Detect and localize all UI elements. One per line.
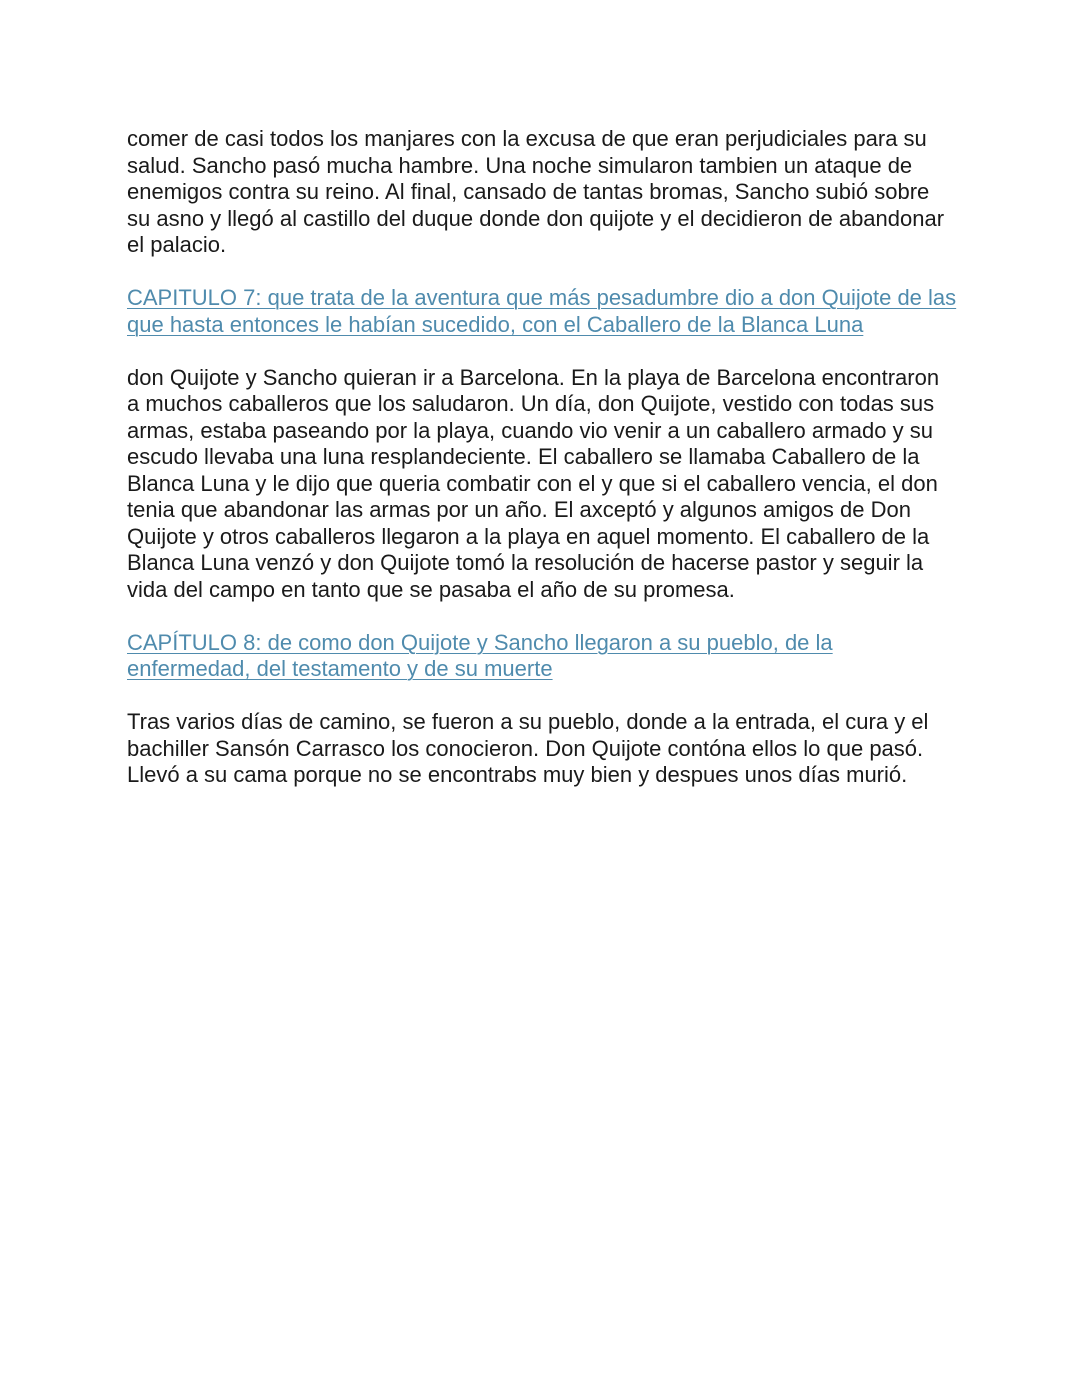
paragraph-text: don Quijote y Sancho quieran ir a Barcelona. En la playa de Barcelona encontraron a muchos caballeros que los saludaron. Un día, don Quijote, vestido con todas sus armas, estaba paseando por la playa, cuando vio venir a un caballero armado y su escudo llevaba una luna resplandeciente. El caballero se llamaba Caballero de la Blanca Luna y le dijo que queria combatir con el y que si el caballero vencia, el don tenia que abandonar las armas por un año. El axceptó y algunos amigos de Don Quijote y otros caballeros llegaron a la playa en aquel momento. El caballero de la Blanca Luna venzó y don Quijote tomó la resolución de hacerse pastor y seguir la vida del campo en tanto que se pasaba el año de su promesa. [127, 364, 940, 602]
paragraph-text: Tras varios días de camino, se fueron a su pueblo, donde a la entrada, el cura y el bachiller Sansón Carrasco los conocieron. Don Quijote contóna ellos lo que pasó. Llevó a su cama porque no se encontrabs muy bien y despues unos días murió. [127, 709, 929, 787]
document-page [127, 126, 957, 815]
chapter-8-link[interactable]: CAPÍTULO 8: de como don Quijote y Sancho llegaron a su pueblo, de la enfermedad, del testamento y de su muerte [127, 629, 833, 681]
chapter-7-link[interactable]: CAPITULO 7: que trata de la aventura que más pesadumbre dio a don Quijote de las que hasta entonces le habían sucedido, con el Caballero de la Blanca Luna [127, 285, 957, 337]
paragraph-text: comer de casi todos los manjares con la excusa de que eran perjudiciales para su salud. Sancho pasó mucha hambre. Una noche simularon tambien un ataque de enemigos contra su reino. Al final, cansado de tantas bromas, Sancho subió sobre su asno y llegó al castillo del duque donde don quijote y el decidieron de abandonar el palacio. [127, 126, 945, 257]
